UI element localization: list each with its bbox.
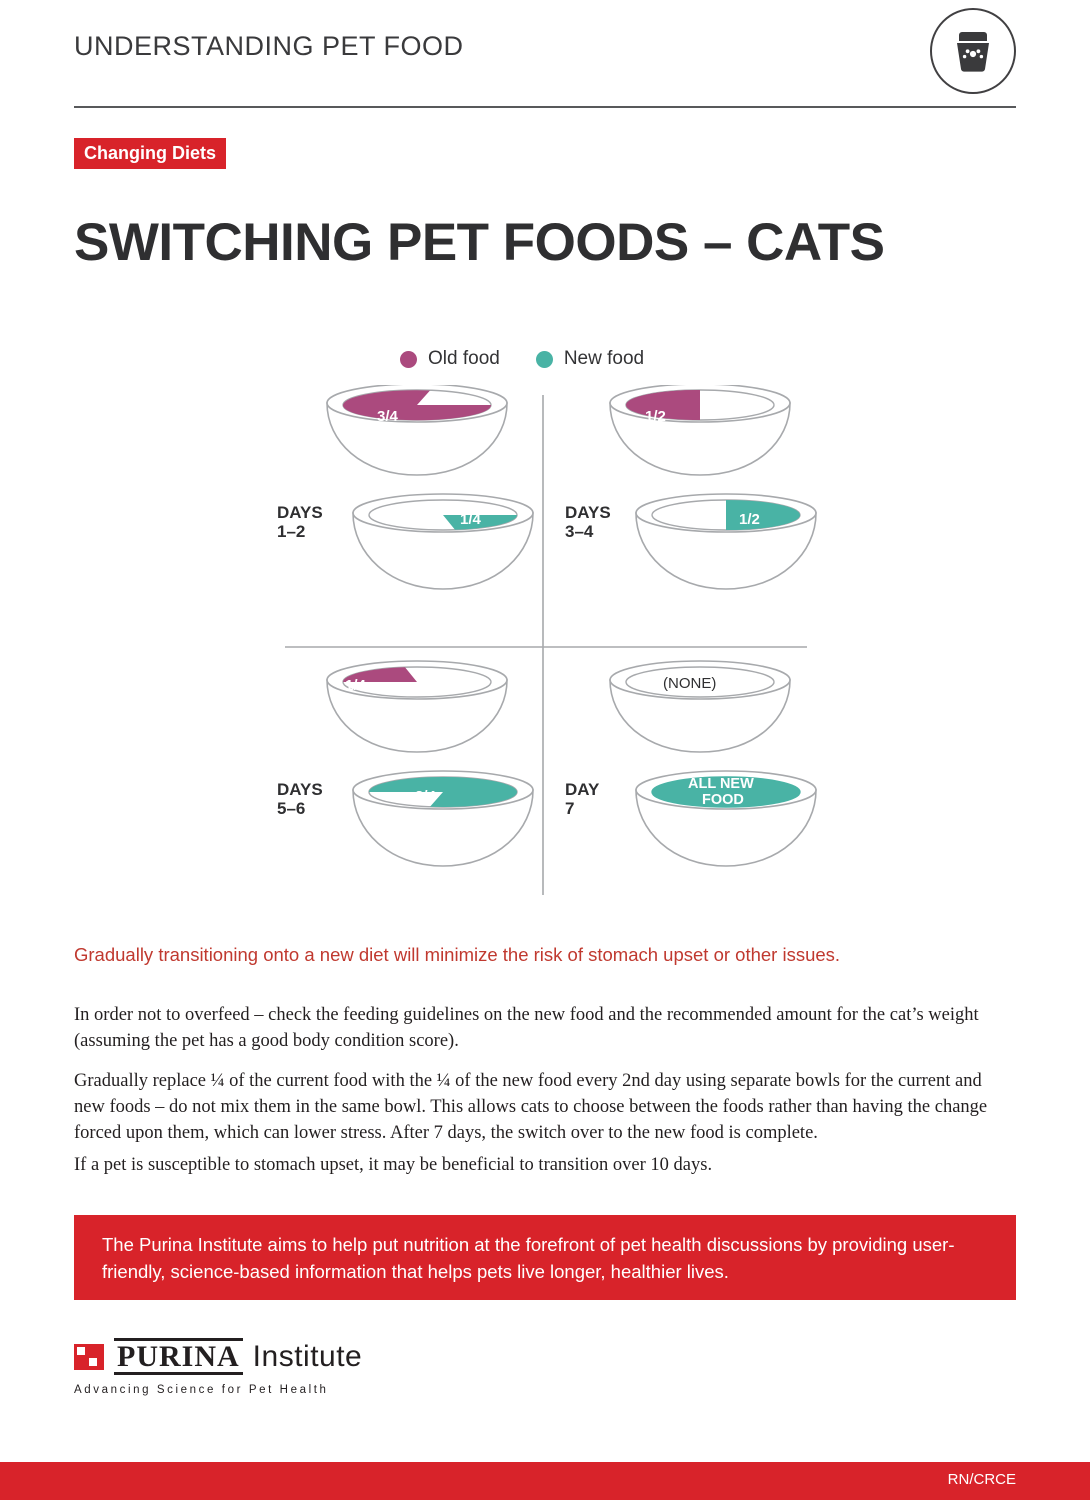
chart-legend xyxy=(400,348,644,370)
bowls-diagram-svg xyxy=(255,385,835,905)
q2-day-label-line2: 3–4 xyxy=(565,522,594,541)
q1-old-food-value: 3/4 xyxy=(377,408,398,425)
q4-new-food-value-line1: ALL NEW xyxy=(688,776,754,792)
q3-new-food-bowl xyxy=(353,771,533,866)
q1-day-label-line1: DAYS xyxy=(277,503,323,522)
footer-code: RN/CRCE xyxy=(947,1471,1016,1488)
header-divider xyxy=(74,106,1016,108)
lead-statement: Gradually transitioning onto a new diet will minimize the risk of stomach upset or other issues. xyxy=(74,944,841,965)
q4-day-label-line2: 7 xyxy=(565,799,575,818)
q4-new-food-bowl xyxy=(636,771,816,866)
brand-logo xyxy=(74,1338,494,1396)
legend-dot-new-icon xyxy=(536,351,553,368)
mission-callout: The Purina Institute aims to help put nutrition at the forefront of pet health discussions by providing user-friendly, science-based information that helps pets live longer, healthier lives. xyxy=(74,1215,1016,1300)
q3-old-food-bowl xyxy=(327,661,507,752)
brand-name: PURINA xyxy=(114,1338,243,1375)
page-title: SWITCHING PET FOODS – CATS xyxy=(74,213,885,272)
section-tag: Changing Diets xyxy=(74,138,226,169)
brand-tagline: Advancing Science for Pet Health xyxy=(74,1384,329,1396)
q4-old-food-bowl xyxy=(610,661,790,752)
q2-new-food-bowl xyxy=(636,494,816,589)
legend-label-new: New food xyxy=(563,348,645,369)
q4-old-food-value: (NONE) xyxy=(663,675,717,692)
q3-day-label-line2: 5–6 xyxy=(277,799,306,818)
q4-day-label-line1: DAY xyxy=(565,780,600,799)
pet-food-bag-icon xyxy=(930,8,1016,94)
document-header xyxy=(74,26,1016,66)
q4-new-food-value-line2: FOOD xyxy=(702,792,744,808)
pet-food-bag-glyph xyxy=(932,10,1014,92)
legend-label-old: Old food xyxy=(428,348,500,369)
q3-day-label-line1: DAYS xyxy=(277,780,323,799)
purina-checker-icon xyxy=(74,1344,104,1370)
q2-old-food-value: 1/2 xyxy=(645,408,666,425)
body-paragraph-3: If a pet is susceptible to stomach upset, it may be beneficial to transition over 10 days. xyxy=(74,1155,713,1175)
legend-item-old-food xyxy=(400,348,500,370)
q3-new-food-value: 3/4 xyxy=(415,788,436,805)
header-title: UNDERSTANDING PET FOOD xyxy=(74,31,464,61)
q2-old-food-bowl xyxy=(610,385,790,475)
brand-sub: Institute xyxy=(252,1339,363,1373)
q2-day-label-line1: DAYS xyxy=(565,503,611,522)
body-paragraph-1: In order not to overfeed – check the feeding guidelines on the new food and the recommended amount for the cat’s weight (assuming the pet has a good body condition score). xyxy=(74,1005,979,1051)
footer-bar xyxy=(0,1462,1090,1500)
q2-new-food-value: 1/2 xyxy=(739,511,760,528)
q1-new-food-bowl xyxy=(353,494,533,589)
legend-dot-old-icon xyxy=(400,351,417,368)
q1-day-label-line2: 1–2 xyxy=(277,522,306,541)
switching-diagram xyxy=(255,385,835,905)
legend-item-new-food xyxy=(536,348,644,370)
q1-new-food-value: 1/4 xyxy=(460,511,481,528)
q3-old-food-value: 1/4 xyxy=(345,677,366,694)
q1-old-food-bowl xyxy=(327,385,507,475)
body-paragraph-2: Gradually replace ¼ of the current food with the ¼ of the new food every 2nd day using separate bowls for the current and new foods – do not mix them in the same bowl. This allows cats to choose between the foods rather than having the change forced upon them, which can lower stress. After 7 days, the switch over to the new food is complete. xyxy=(74,1071,988,1143)
brand-logo-row xyxy=(74,1338,494,1375)
